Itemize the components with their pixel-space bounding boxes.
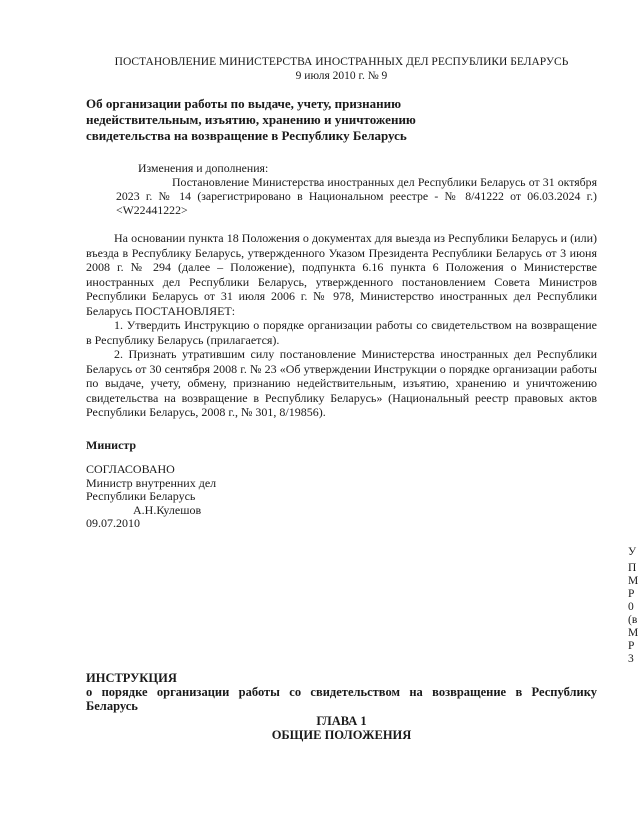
- item-2-paragraph: 2. Признать утратившим силу постановление Министерства иностранных дел Республики Беларусь от 30 сентября 2008 г. № 23 «Об утверждении Инструкции о порядке организации работы по выдаче, учету, обмену, признанию недействительным, изъятию, хранению и уничтожению свидетельства на возвращение в Республику Беларусь» (Национальный реестр правовых актов Республики Беларусь, 2008 г., № 301, 8/19856).: [86, 347, 597, 419]
- doc-header: [86, 55, 597, 83]
- clipped-line: М: [628, 575, 639, 587]
- agreed-signatory-name: А.Н.Кулешов: [133, 502, 202, 517]
- preamble-paragraph: На основании пункта 18 Положения о документах для выезда из Республики Беларусь и (или) въезда в Республику Беларусь, утвержденного Указом Президента Республики Беларусь от 3 июня 2008 г. № 294 (далее – Положение), подпункта 6.16 пункта 6 Положения о Министерстве иностранных дел Республики Беларусь, утвержденного постановлением Совета Министров Республики Беларусь от 31 июля 2006 г. № 978, Министерство иностранных дел Республики Беларусь ПОСТАНОВЛЯЕТ:: [86, 231, 597, 318]
- doc-subject-heading: [86, 96, 597, 144]
- instruction-subtitle-line-2: Беларусь: [86, 699, 138, 713]
- agreed-date: 09.07.2010: [86, 516, 140, 530]
- amendments-label: Изменения и дополнения:: [138, 161, 269, 175]
- agreed-title-line-1: Министр внутренних дел: [86, 475, 217, 490]
- doc-subject-line-3: свидетельства на возвращение в Республику Беларусь: [86, 128, 407, 143]
- clipped-line: Р: [628, 640, 635, 652]
- clipped-line: 0: [628, 601, 634, 613]
- agreed-label: СОГЛАСОВАНО: [86, 462, 175, 476]
- clipped-line: У: [628, 546, 637, 558]
- instruction-title: ИНСТРУКЦИЯ: [86, 671, 177, 685]
- doc-subject-line-1: Об организации работы по выдаче, учету, признанию: [86, 96, 402, 111]
- chapter-heading: [86, 714, 597, 742]
- clipped-line: Р: [628, 588, 635, 600]
- clipped-line: П: [628, 562, 637, 574]
- chapter-number: ГЛАВА 1: [316, 714, 367, 728]
- instruction-subtitle-line-1: о порядке организации работы со свидетельством на возвращение в Республику: [86, 685, 597, 699]
- clipped-line: (в: [628, 614, 638, 626]
- resolution-body: [86, 231, 597, 420]
- instruction-heading: [86, 671, 597, 713]
- clipped-line: 3: [628, 653, 634, 665]
- minister-signature-label: Министр: [86, 438, 137, 452]
- chapter-title: ОБЩИЕ ПОЛОЖЕНИЯ: [271, 728, 412, 742]
- approval-stamp-clipped: [628, 546, 640, 666]
- clipped-line: М: [628, 627, 639, 639]
- doc-date-number: 9 июля 2010 г. № 9: [295, 70, 388, 82]
- agreed-title-line-2: Республики Беларусь: [86, 489, 196, 503]
- item-1-paragraph: 1. Утвердить Инструкцию о порядке организации работы со свидетельством на возвращение в Республику Беларусь (прилагается).: [86, 318, 597, 347]
- doc-title: ПОСТАНОВЛЕНИЕ МИНИСТЕРСТВА ИНОСТРАННЫХ ДЕЛ РЕСПУБЛИКИ БЕЛАРУСЬ: [114, 56, 569, 68]
- agreed-block: [86, 463, 386, 531]
- amendments-block: [116, 161, 597, 217]
- doc-subject-line-2: недействительным, изъятию, хранению и уничтожению: [86, 112, 416, 127]
- amendments-text: Постановление Министерства иностранных дел Республики Беларусь от 31 октября 2023 г. № 14 (зарегистрировано в Национальном реестре - № 8/41222 от 06.03.2024 г.) <W22441222>: [116, 175, 597, 217]
